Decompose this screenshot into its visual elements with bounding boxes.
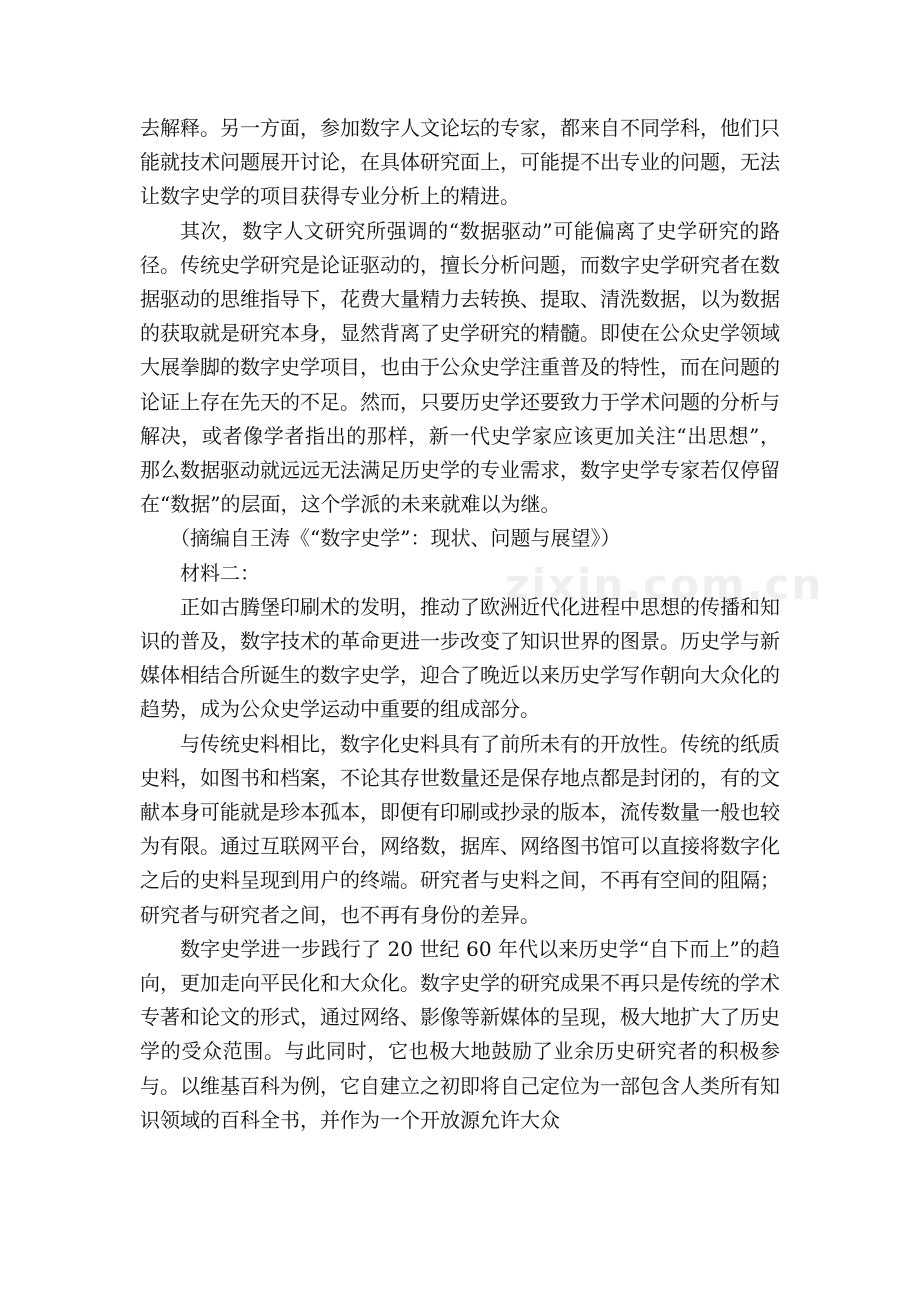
material-two-label: 材料二： — [180, 560, 260, 585]
paragraph-continuation: 去解释。另一方面，参加数字人文论坛的专家，都来自不同学科，他们只能就技术问题展开讨论，在具体研究面上，可能提不出专业的问题，无法让数字史学的项目获得专业分析上的精进。 — [140, 116, 780, 209]
paragraph-gutenberg: 正如古腾堡印刷术的发明，推动了欧洲近代化进程中思想的传播和知识的普及，数字技术的革命更进一步改变了知识世界的图景。历史学与新媒体相结合所诞生的数字史学，迎合了晚近以来历史学写作朝向大众化的趋势，成为公众史学运动中重要的组成部分。 — [140, 594, 780, 722]
source-citation: （摘编自王涛《“数字史学”：现状、问题与展望》） — [170, 526, 621, 551]
paragraph-data-driven: 其次，数字人文研究所强调的“数据驱动”可能偏离了史学研究的路径。传统史学研究是论证驱动的，擅长分析问题，而数字史学研究者在数据驱动的思维指导下，花费大量精力去转换、提取、清洗数据，以为数据的获取就是研究本身，显然背离了史学研究的精髓。即使在公众史学领域大展拳脚的数字史学项目，也由于公众史学注重普及的特性，而在问题的论证上存在先天的不足。然而，只要历史学还要致力于学术问题的分析与解决，或者像学者指出的那样，新一代史学家应该更加关注“出思想”，那么数据驱动就远远无法满足历史学的专业需求，数字史学专家若仅停留在“数据”的层面，这个学派的未来就难以为继。 — [140, 218, 780, 517]
paragraph-bottom-up: 数字史学进一步践行了 20 世纪 60 年代以来历史学“自下而上”的趋向，更加走向平民化和大众化。数字史学的研究成果不再只是传统的学术专著和论文的形式，通过网络、影像等新媒体的呈现，极大地扩大了历史学的受众范围。与此同时，它也极大地鼓励了业余历史研究者的积极参与。以维基百科为例，它自建立之初即将自己定位为一部包含人类所有知识领域的百科全书，并作为一个开放源允许大众 — [140, 936, 780, 1132]
watermark: zixin.com.cn — [505, 560, 824, 609]
document-body — [140, 111, 780, 1137]
paragraph-openness: 与传统史料相比，数字化史料具有了前所未有的开放性。传统的纸质史料，如图书和档案，不论其存世数量还是保存地点都是封闭的，有的文献本身可能就是珍本孤本，即便有印刷或抄录的版本，流传数量一般也较为有限。通过互联网平台，网络数，据库、网络图书馆可以直接将数字化之后的史料呈现到用户的终端。研究者与史料之间，不再有空间的阻隔；研究者与研究者之间，也不再有身份的差异。 — [140, 731, 780, 927]
